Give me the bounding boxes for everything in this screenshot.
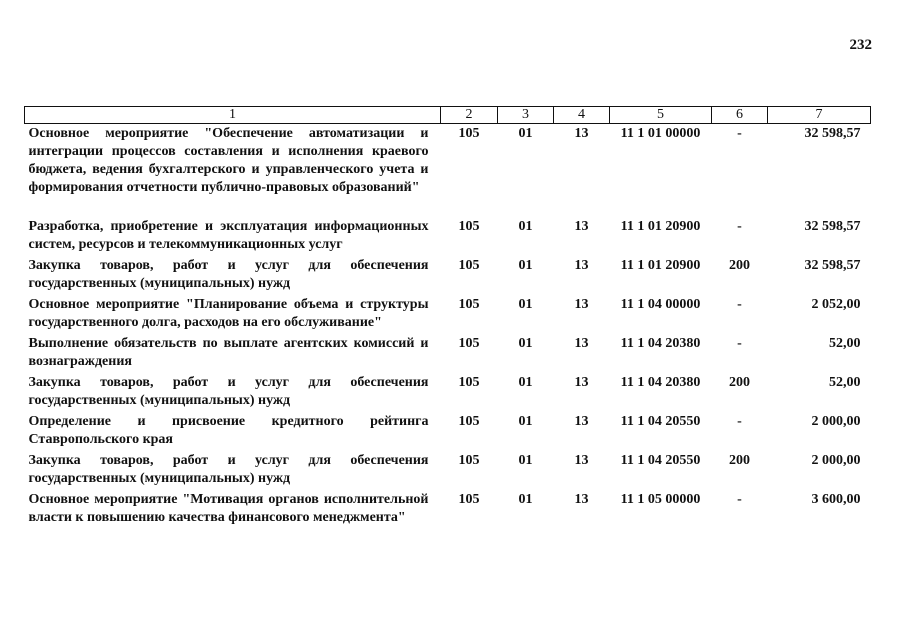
row-col-4: 13	[574, 414, 589, 429]
header-col-6: 6	[712, 107, 768, 124]
row-col-2: 105	[458, 492, 480, 507]
header-col-3: 3	[498, 107, 554, 124]
row-description: Закупка товаров, работ и услуг для обеспечения государственных (муниципальных) нужд	[28, 453, 429, 486]
row-col-3: 01	[518, 336, 533, 351]
row-code: 11 1 01 20900	[620, 219, 701, 234]
row-col-2: 105	[458, 219, 480, 234]
row-amount: 2 000,00	[811, 453, 861, 468]
table-row	[25, 295, 871, 334]
row-col-4: 13	[574, 375, 589, 390]
row-amount: 52,00	[829, 375, 861, 390]
row-description: Закупка товаров, работ и услуг для обеспечения государственных (муниципальных) нужд	[28, 375, 429, 408]
header-col-2: 2	[441, 107, 498, 124]
table-row	[25, 334, 871, 373]
row-col-3: 01	[518, 258, 533, 273]
row-col-4: 13	[574, 258, 589, 273]
row-col-3: 01	[518, 297, 533, 312]
row-description: Разработка, приобретение и эксплуатация информационных систем, ресурсов и телекоммуникационных услуг	[28, 219, 429, 252]
row-description: Основное мероприятие "Мотивация органов исполнительной власти к повышению качества финансового менеджмента"	[28, 492, 429, 525]
row-col-3: 01	[518, 126, 533, 141]
row-col-6: -	[737, 414, 742, 429]
row-col-4: 13	[574, 453, 589, 468]
row-col-4: 13	[574, 492, 589, 507]
row-description: Основное мероприятие "Планирование объема и структуры государственного долга, расходов на его обслуживание"	[28, 297, 429, 330]
row-description: Определение и присвоение кредитного рейтинга Ставропольского края	[28, 414, 429, 447]
row-col-4: 13	[574, 126, 589, 141]
page-number: 232	[849, 37, 872, 53]
row-col-6: -	[737, 126, 742, 141]
table-body	[25, 124, 871, 530]
table-row	[25, 124, 871, 218]
row-col-6: 200	[729, 375, 750, 390]
table-header	[25, 107, 871, 124]
row-code: 11 1 04 20380	[620, 336, 701, 351]
row-description: Закупка товаров, работ и услуг для обеспечения государственных (муниципальных) нужд	[28, 258, 429, 291]
row-col-6: -	[737, 336, 742, 351]
row-col-2: 105	[458, 126, 480, 141]
row-col-6: -	[737, 219, 742, 234]
row-amount: 3 600,00	[811, 492, 861, 507]
row-col-6: 200	[729, 258, 750, 273]
row-amount: 2 052,00	[811, 297, 861, 312]
header-row	[25, 107, 871, 124]
row-code: 11 1 04 00000	[620, 297, 701, 312]
header-col-5: 5	[610, 107, 712, 124]
row-code: 11 1 04 20550	[620, 414, 701, 429]
row-col-2: 105	[458, 375, 480, 390]
row-amount: 52,00	[829, 336, 861, 351]
row-amount: 32 598,57	[804, 126, 861, 141]
row-col-6: 200	[729, 453, 750, 468]
table-row	[25, 373, 871, 412]
row-col-3: 01	[518, 453, 533, 468]
table-row	[25, 217, 871, 256]
row-col-4: 13	[574, 297, 589, 312]
row-col-3: 01	[518, 219, 533, 234]
row-col-3: 01	[518, 375, 533, 390]
row-code: 11 1 01 00000	[620, 126, 701, 141]
row-col-2: 105	[458, 414, 480, 429]
row-col-6: -	[737, 492, 742, 507]
row-col-2: 105	[458, 336, 480, 351]
row-col-3: 01	[518, 492, 533, 507]
row-code: 11 1 04 20550	[620, 453, 701, 468]
table-row	[25, 451, 871, 490]
row-description: Выполнение обязательств по выплате агентских комиссий и вознаграждения	[28, 336, 429, 369]
budget-table	[24, 106, 871, 529]
row-code: 11 1 01 20900	[620, 258, 701, 273]
row-col-2: 105	[458, 453, 480, 468]
table-row	[25, 412, 871, 451]
row-col-2: 105	[458, 297, 480, 312]
table-row	[25, 490, 871, 529]
row-description: Основное мероприятие "Обеспечение автоматизации и интеграции процессов составления и исполнения краевого бюджета, ведения бухгалтерского и управленческого учета и формирования отчетности публично-правовых образований"	[28, 126, 429, 195]
row-col-6: -	[737, 297, 742, 312]
table-row	[25, 256, 871, 295]
row-col-4: 13	[574, 219, 589, 234]
row-code: 11 1 05 00000	[620, 492, 701, 507]
row-amount: 32 598,57	[804, 258, 861, 273]
header-col-4: 4	[554, 107, 610, 124]
header-col-7: 7	[768, 107, 871, 124]
row-amount: 32 598,57	[804, 219, 861, 234]
header-col-1: 1	[25, 107, 441, 124]
row-amount: 2 000,00	[811, 414, 861, 429]
row-col-4: 13	[574, 336, 589, 351]
row-col-2: 105	[458, 258, 480, 273]
row-code: 11 1 04 20380	[620, 375, 701, 390]
row-col-3: 01	[518, 414, 533, 429]
